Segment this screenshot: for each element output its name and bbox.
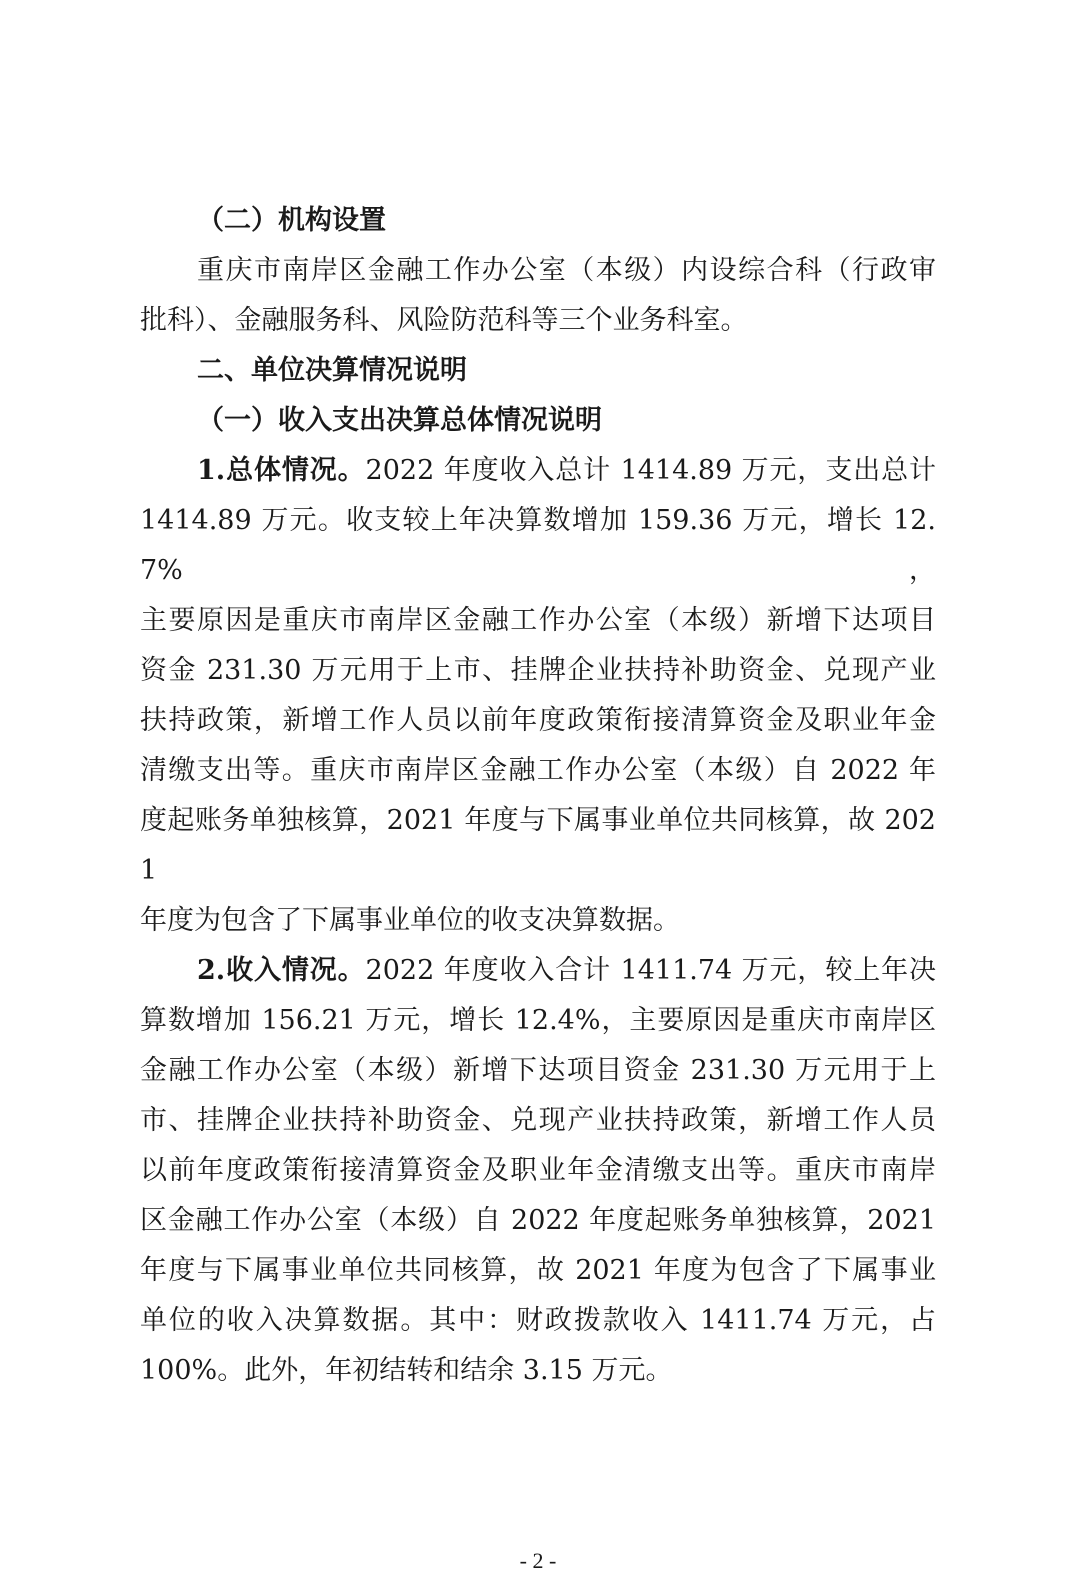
heading-section-two: 二、单位决算情况说明 <box>197 355 467 386</box>
text-line: 市、挂牌企业扶持补助资金、兑现产业扶持政策，新增工作人员 <box>140 1105 936 1136</box>
text-line: 区金融工作办公室（本级）自 2022 年度起账务单独核算，2021 <box>140 1205 936 1236</box>
text-line: 算数增加 156.21 万元，增长 12.4%，主要原因是重庆市南岸区 <box>140 1005 936 1036</box>
text-line: 以前年度政策衔接清算资金及职业年金清缴支出等。重庆市南岸 <box>140 1155 936 1186</box>
text-run: 2022 年度收入合计 1411.74 万元，较上年决 <box>365 955 936 986</box>
para-overall-first-line <box>140 446 936 496</box>
text-line: 单位的收入决算数据。其中：财政拨款收入 1411.74 万元，占 <box>140 1305 936 1336</box>
text-line: 扶持政策，新增工作人员以前年度政策衔接清算资金及职业年金 <box>140 705 936 736</box>
text-line: 度起账务单独核算，2021 年度与下属事业单位共同核算，故 2021 <box>140 805 936 886</box>
text-line: 年度为包含了下属事业单位的收支决算数据。 <box>140 905 680 936</box>
para-lead: 2.收入情况。 <box>197 955 366 986</box>
text-line: 资金 231.30 万元用于上市、挂牌企业扶持补助资金、兑现产业 <box>140 655 936 686</box>
subheading-overall: （一）收入支出决算总体情况说明 <box>197 405 602 436</box>
para-lead: 1.总体情况。 <box>197 455 366 486</box>
para-income-first-line <box>140 946 936 996</box>
text-run: 2022 年度收入总计 1414.89 万元，支出总计 <box>365 455 936 486</box>
text-line: 主要原因是重庆市南岸区金融工作办公室（本级）新增下达项目 <box>140 605 936 636</box>
text-line: 年度与下属事业单位共同核算，故 2021 年度为包含了下属事业 <box>140 1255 936 1286</box>
page-number: - 2 - <box>519 1548 557 1573</box>
heading-org-setup: （二）机构设置 <box>197 205 386 236</box>
text-line: 清缴支出等。重庆市南岸区金融工作办公室（本级）自 2022 年 <box>140 755 936 786</box>
text-line: 100%。此外，年初结转和结余 3.15 万元。 <box>140 1355 673 1386</box>
text-line: 1414.89 万元。收支较上年决算数增加 159.36 万元，增长 12.7%， <box>140 505 936 586</box>
text-line: 重庆市南岸区金融工作办公室（本级）内设综合科（行政审 <box>197 255 936 286</box>
text-line: 批科）、金融服务科、风险防范科等三个业务科室。 <box>140 305 748 336</box>
text-line: 金融工作办公室（本级）新增下达项目资金 231.30 万元用于上 <box>140 1055 936 1086</box>
